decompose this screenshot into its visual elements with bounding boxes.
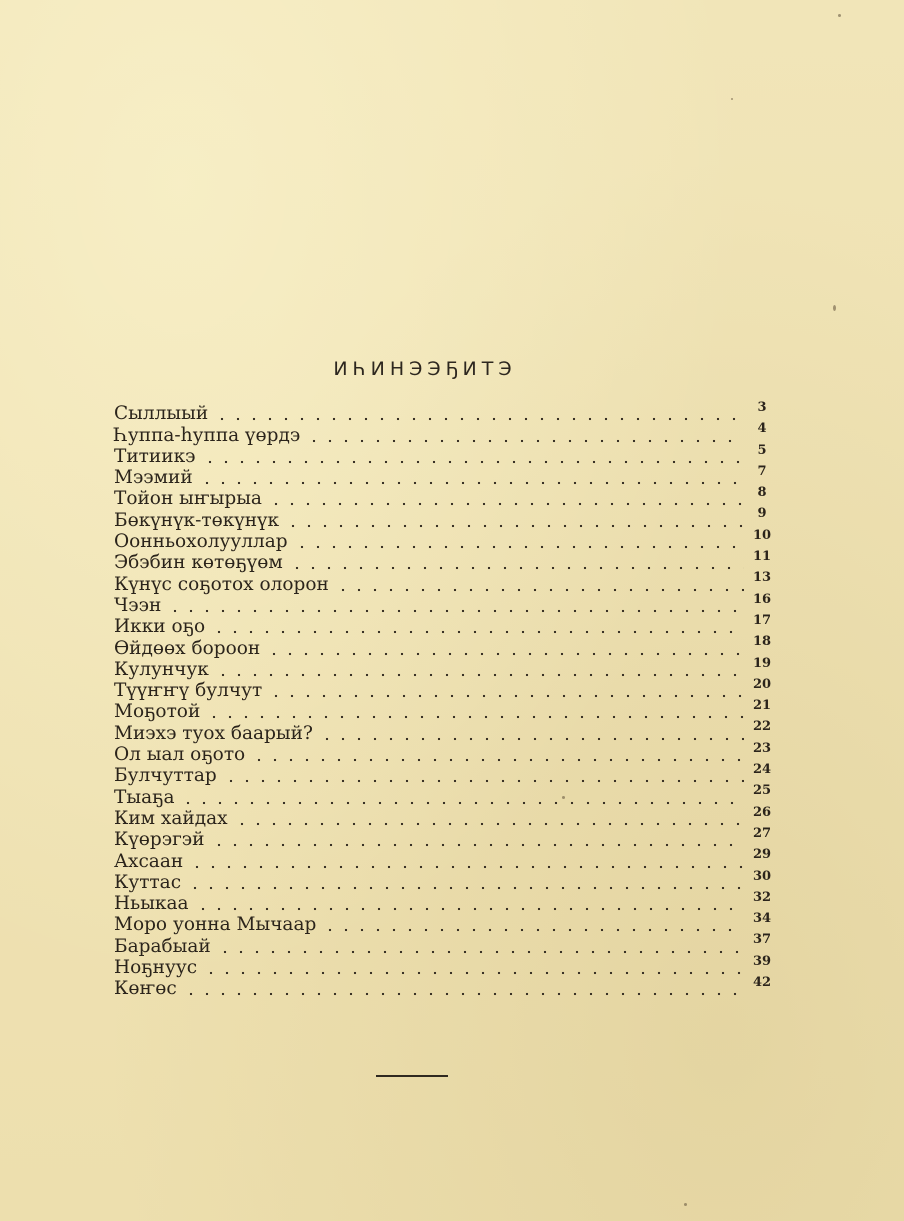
dot-leader	[187, 886, 744, 890]
toc-row	[114, 400, 774, 425]
dot-leader	[215, 673, 744, 677]
toc-row	[114, 783, 774, 808]
toc-entry-title: Ахсаан	[114, 850, 184, 872]
toc-row	[114, 485, 774, 510]
toc-page-number: 27	[752, 825, 772, 841]
toc-entry-title: Өйдөөх бороон	[114, 637, 261, 659]
paper-speck	[562, 796, 565, 799]
toc-entry-title: Барабыай	[114, 935, 211, 957]
dot-leader	[285, 524, 744, 528]
toc-row	[114, 932, 774, 957]
toc-page-number: 23	[752, 740, 772, 756]
dot-leader	[234, 822, 744, 826]
toc-page-number: 32	[752, 889, 772, 905]
toc-entry-title: Бөкүнүк-төкүнүк	[114, 509, 280, 531]
dot-leader	[211, 843, 745, 847]
dot-leader	[189, 865, 744, 869]
toc-entry-title: Булчуттар	[114, 765, 217, 787]
toc-entry-title: Тыаҕа	[114, 786, 175, 808]
toc-entry-title: Икки оҕо	[114, 616, 206, 638]
toc-row	[114, 953, 774, 979]
table-of-contents	[114, 400, 774, 1000]
dot-leader	[217, 950, 744, 954]
toc-row	[114, 889, 774, 915]
toc-page-number: 4	[757, 421, 767, 437]
toc-page-number: 5	[757, 442, 767, 458]
closing-rule	[376, 1075, 448, 1077]
dot-leader	[266, 652, 744, 656]
dot-leader	[268, 694, 744, 698]
toc-entry-title: Моро уонна Мычаар	[114, 914, 317, 936]
toc-row	[114, 570, 774, 595]
dot-leader	[211, 630, 744, 634]
toc-page-number: 39	[752, 953, 772, 969]
toc-row	[114, 975, 774, 1000]
dot-leader	[322, 928, 744, 932]
toc-row	[114, 463, 774, 489]
dot-leader	[294, 545, 744, 549]
toc-page-number: 37	[752, 932, 772, 948]
toc-page-number: 25	[752, 783, 772, 799]
paper-speck	[731, 98, 733, 100]
dot-leader	[306, 439, 744, 443]
toc-page-number: 30	[752, 868, 772, 884]
toc-entry-title: Күөрэгэй	[114, 829, 205, 851]
paper-speck	[684, 1203, 687, 1206]
dot-leader	[202, 460, 745, 464]
toc-entry-title: Ноҕнуус	[114, 957, 198, 979]
toc-row	[114, 527, 774, 553]
toc-entry-title: Титиикэ	[114, 445, 196, 467]
toc-page-number: 19	[752, 655, 772, 671]
toc-page-number: 18	[752, 634, 772, 650]
toc-row	[114, 442, 774, 467]
page-title: ИҺИНЭЭҔИТЭ	[333, 358, 517, 380]
toc-entry-title: Миэхэ туох баарый?	[114, 722, 313, 744]
toc-row	[114, 740, 774, 766]
toc-entry-title: Куттас	[114, 871, 182, 893]
toc-page-number: 13	[752, 570, 772, 586]
toc-row	[114, 825, 774, 851]
dot-leader	[180, 801, 744, 805]
toc-row	[114, 698, 774, 723]
toc-page-number: 26	[752, 804, 772, 820]
toc-entry-title: Түүҥҥү булчут	[114, 680, 263, 702]
toc-row	[114, 719, 774, 744]
toc-entry-title: Тойон ыҥырыа	[114, 488, 262, 510]
toc-page-number: 22	[752, 719, 772, 735]
toc-entry-title: Күнүс соҕотох олорон	[114, 573, 329, 595]
dot-leader	[251, 758, 744, 762]
paper-speck	[838, 14, 841, 17]
toc-page-number: 3	[757, 400, 767, 415]
toc-page-number: 20	[752, 676, 772, 692]
toc-row	[114, 506, 774, 531]
dot-leader	[195, 907, 744, 911]
toc-page-number: 42	[752, 975, 772, 991]
toc-row	[114, 591, 774, 616]
dot-leader	[206, 715, 744, 719]
toc-page-number: 16	[752, 591, 772, 607]
dot-leader	[199, 481, 744, 485]
toc-row	[114, 911, 774, 936]
toc-entry-title: Эбэбин көтөҕүөм	[114, 552, 283, 574]
toc-entry-title: Ньыкаа	[114, 893, 189, 915]
toc-entry-title: Һуппа-һуппа үөрдэ	[114, 424, 301, 446]
toc-row	[114, 676, 774, 702]
toc-page-number: 21	[752, 698, 772, 714]
toc-entry-title: Оонньохолууллар	[114, 531, 288, 553]
toc-page-number: 24	[752, 762, 772, 778]
toc-entry-title: Чээн	[114, 594, 162, 616]
toc-entry-title: Кулунчук	[114, 658, 209, 680]
toc-row	[114, 655, 774, 680]
toc-row	[114, 804, 774, 829]
toc-row	[114, 612, 774, 638]
toc-entry-title: Ол ыал оҕото	[114, 744, 246, 766]
toc-page-number: 11	[752, 549, 772, 565]
toc-entry-title: Мээмий	[114, 467, 193, 489]
toc-entry-title: Ким хайдах	[114, 807, 228, 829]
dot-leader	[183, 992, 744, 996]
dot-leader	[335, 588, 744, 592]
toc-row	[114, 634, 774, 659]
toc-entry-title: Сыллыый	[114, 403, 209, 425]
dot-leader	[203, 971, 744, 975]
dot-leader	[167, 609, 744, 613]
toc-entry-title: Моҕотой	[114, 701, 201, 723]
toc-entry-title: Көҥөс	[114, 978, 177, 1000]
toc-page-number: 29	[752, 847, 772, 863]
paper-speck	[833, 305, 836, 311]
toc-row	[114, 421, 774, 446]
dot-leader	[268, 502, 744, 506]
toc-row	[114, 847, 774, 872]
toc-row	[114, 868, 774, 893]
dot-leader	[319, 737, 744, 741]
toc-row	[114, 549, 774, 574]
toc-row	[114, 762, 774, 787]
toc-page-number: 17	[752, 612, 772, 628]
dot-leader	[214, 417, 744, 421]
toc-page-number: 7	[757, 463, 767, 479]
dot-leader	[223, 779, 744, 783]
toc-page-number: 10	[752, 527, 772, 543]
toc-page-number: 8	[757, 485, 767, 501]
toc-page-number: 9	[757, 506, 767, 522]
dot-leader	[289, 566, 744, 570]
toc-page-number: 34	[752, 911, 772, 927]
